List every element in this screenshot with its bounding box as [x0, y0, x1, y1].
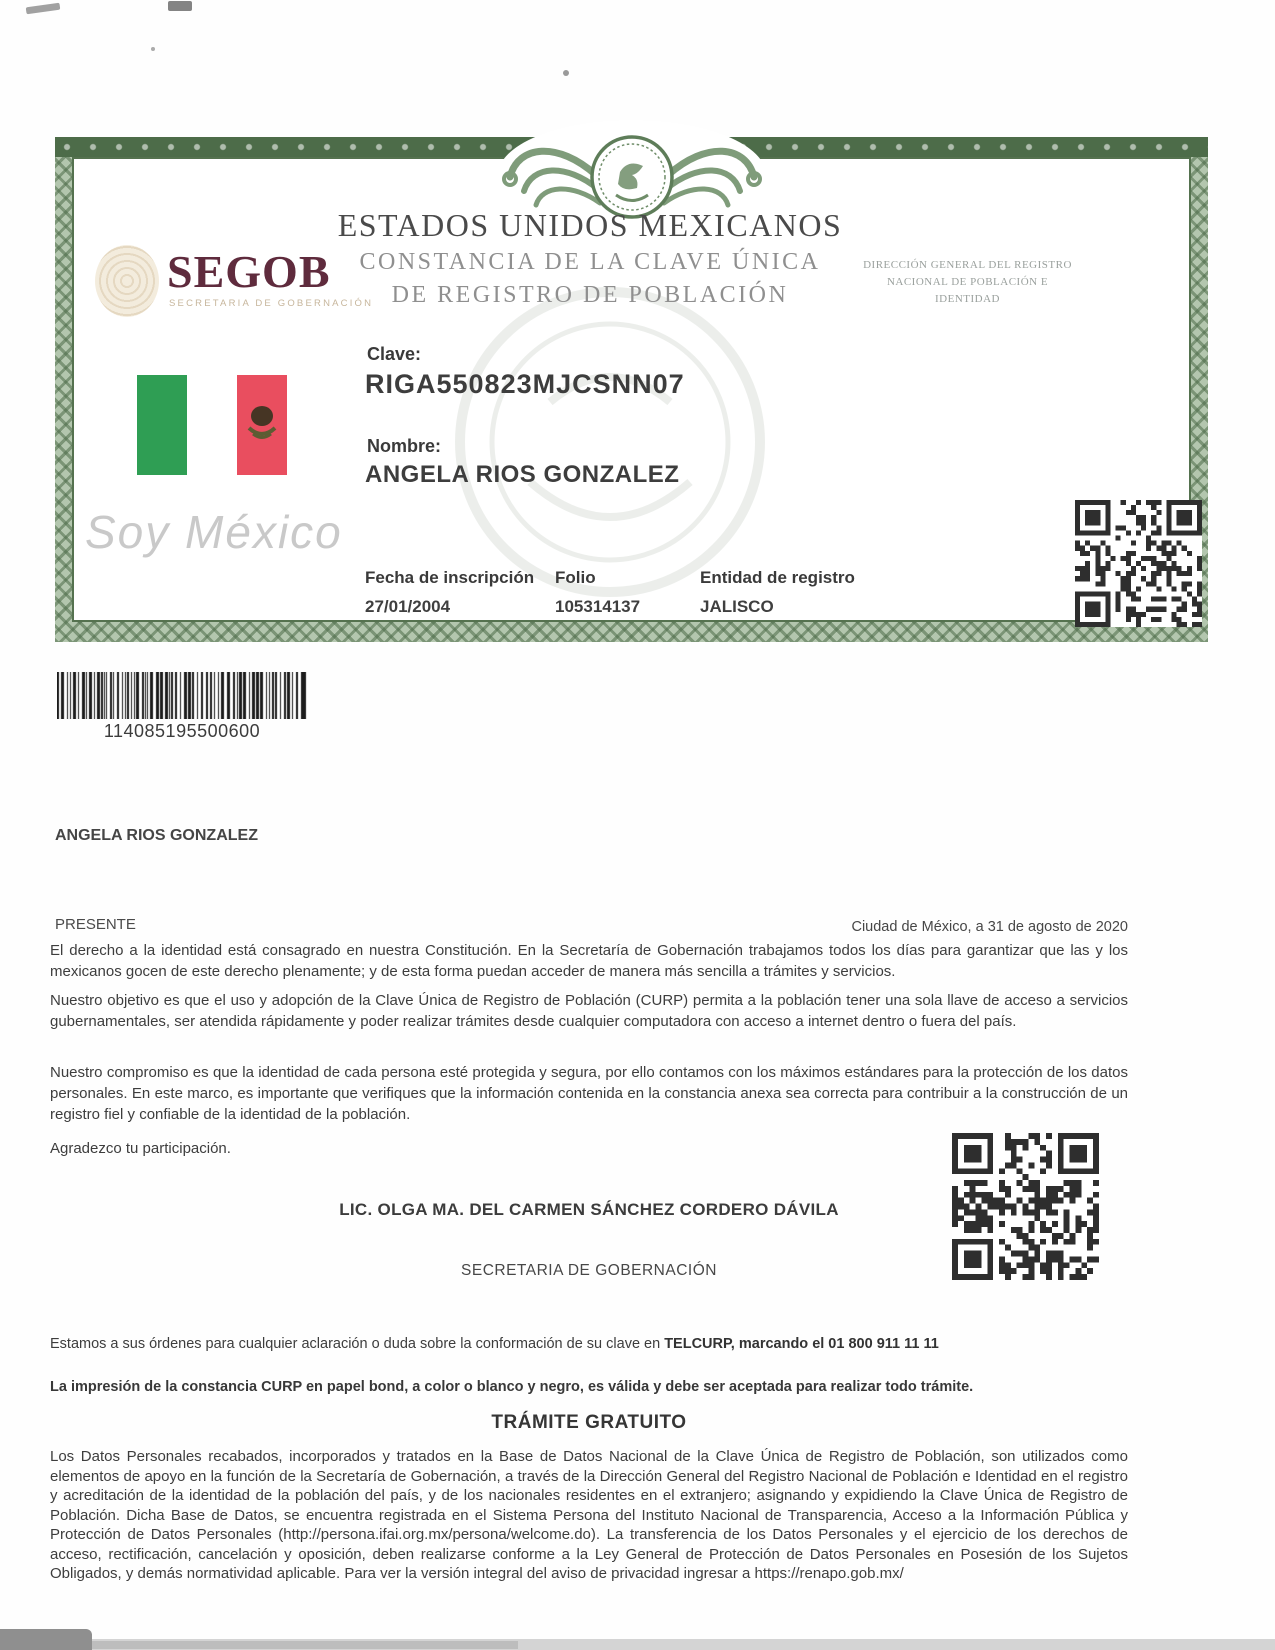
- scan-artifact: [26, 3, 61, 15]
- watermark-soy-mexico: Soy México: [85, 506, 343, 558]
- segob-subtitle: SECRETARIA DE GOBERNACIÓN: [169, 298, 374, 309]
- dateline: Ciudad de México, a 31 de agosto de 2020: [851, 919, 1128, 935]
- segob-wordmark: SEGOB: [167, 246, 331, 297]
- scan-artifact: [151, 47, 155, 51]
- fecha-label: Fecha de inscripción: [365, 568, 535, 587]
- contact-text: Estamos a sus órdenes para cualquier aclaración o duda sobre la conformación de su clave en: [50, 1336, 665, 1352]
- free-procedure-notice: TRÁMITE GRATUITO: [491, 1412, 687, 1433]
- scan-artifact: [563, 70, 569, 76]
- salutation: PRESENTE: [55, 916, 136, 933]
- body-paragraph: Nuestro objetivo es que el uso y adopción de la Clave Única de Registro de Población (CURP) permita a la población tener una sola llave de acceso a servicios gubernamentales, ser atendida rápidamente y poder realizar trámites desde cualquier computadora con acceso a internet dentro o fuera del país.: [50, 992, 1128, 1030]
- contact-line: [50, 1336, 939, 1352]
- certificate-subtitle-2: DE REGISTRO DE POBLACIÓN: [391, 282, 789, 308]
- body-paragraph: Nuestro compromiso es que la identidad de cada persona esté protegida y segura, por ello contamos con los máximos estándares para la protección de los datos personales. En este marco, es importante que verifiques que la información contenida en la constancia anexa sea correcta para contribuir a la construcción de un registro fiel y confiable de la identidad de la población.: [50, 1064, 1128, 1123]
- scan-artifact: [168, 1, 192, 11]
- entidad-label: Entidad de registro: [700, 568, 855, 587]
- signer-title: SECRETARIA DE GOBERNACIÓN: [461, 1262, 717, 1279]
- seal-watermark-icon: [440, 272, 780, 612]
- contact-phone: TELCURP, marcando el 01 800 911 11 11: [664, 1336, 939, 1352]
- body-paragraph: El derecho a la identidad está consagrado en nuestra Constitución. En la Secretaría de Gobernación trabajamos todos los días para garantizar que las y los mexicanos gocen de este derecho plenamente; y de esta forma puedan acceder de manera más sencilla a trámites y servicios.: [50, 942, 1128, 980]
- department-name: DIRECCIÓN GENERAL DEL REGISTRO NACIONAL DE POBLACIÓN E IDENTIDAD: [863, 259, 1072, 306]
- clave-label: Clave:: [367, 344, 422, 364]
- folio-label: Folio: [555, 568, 596, 587]
- fecha-value: 27/01/2004: [365, 597, 451, 616]
- nombre-value: ANGELA RIOS GONZALEZ: [365, 461, 680, 488]
- clave-value: RIGA550823MJCSNN07: [365, 369, 685, 399]
- barcode: [57, 672, 307, 719]
- scan-edge: [0, 1629, 92, 1650]
- folio-value: 105314137: [555, 597, 641, 616]
- privacy-notice: Los Datos Personales recabados, incorporados y tratados en la Base de Datos Nacional de la Clave Única de Registro de Población, son utilizados como elementos de apoyo en la función de la Secretaría de Gobernación, a través de la Dirección General del Registro Nacional de Población e Identidad en el registro y acreditación de la identidad de la población del país, y de los nacionales residentes en el extranjero; asignando y expidiendo la Clave Única de Registro de Población. Dicha Base de Datos, se encuentra registrada en el Sistema Persona del Instituto Nacional de Transparencia, Acceso a la Información Pública y Protección de Datos Personales (http://persona.ifai.org.mx/persona/welcome.do). La transferencia de los Datos Personales y el ejercicio de los derechos de acceso, rectificación, cancelación y oposición, deben realizarse conforme a la Ley General de Protección de Datos Personales en Posesión de los Sujetos Obligados, y demás normatividad aplicable. Para ver la versión integral del aviso de privacidad ingresar a https://renapo.gob.mx/: [50, 1448, 1128, 1582]
- certificate-subtitle-1: CONSTANCIA DE LA CLAVE ÚNICA: [359, 249, 821, 275]
- entidad-value: JALISCO: [700, 597, 774, 616]
- segob-seal-icon: [95, 245, 159, 317]
- signer-name: LIC. OLGA MA. DEL CARMEN SÁNCHEZ CORDERO DÁVILA: [339, 1200, 839, 1219]
- recipient-name: ANGELA RIOS GONZALEZ: [55, 827, 258, 844]
- closing-line: Agradezco tu participación.: [50, 1140, 231, 1157]
- certificate-title: ESTADOS UNIDOS MEXICANOS: [337, 207, 843, 243]
- qr-code: [1075, 500, 1202, 627]
- mexican-flag-icon: [137, 375, 287, 475]
- print-notice: La impresión de la constancia CURP en papel bond, a color o blanco y negro, es válida y debe ser aceptada para realizar todo trámite.: [50, 1379, 974, 1395]
- curp-certificate: [55, 137, 1208, 642]
- nombre-label: Nombre:: [367, 436, 442, 456]
- qr-code: [952, 1133, 1099, 1280]
- scan-edge: [88, 1641, 518, 1649]
- barcode-number: 114085195500600: [103, 721, 261, 741]
